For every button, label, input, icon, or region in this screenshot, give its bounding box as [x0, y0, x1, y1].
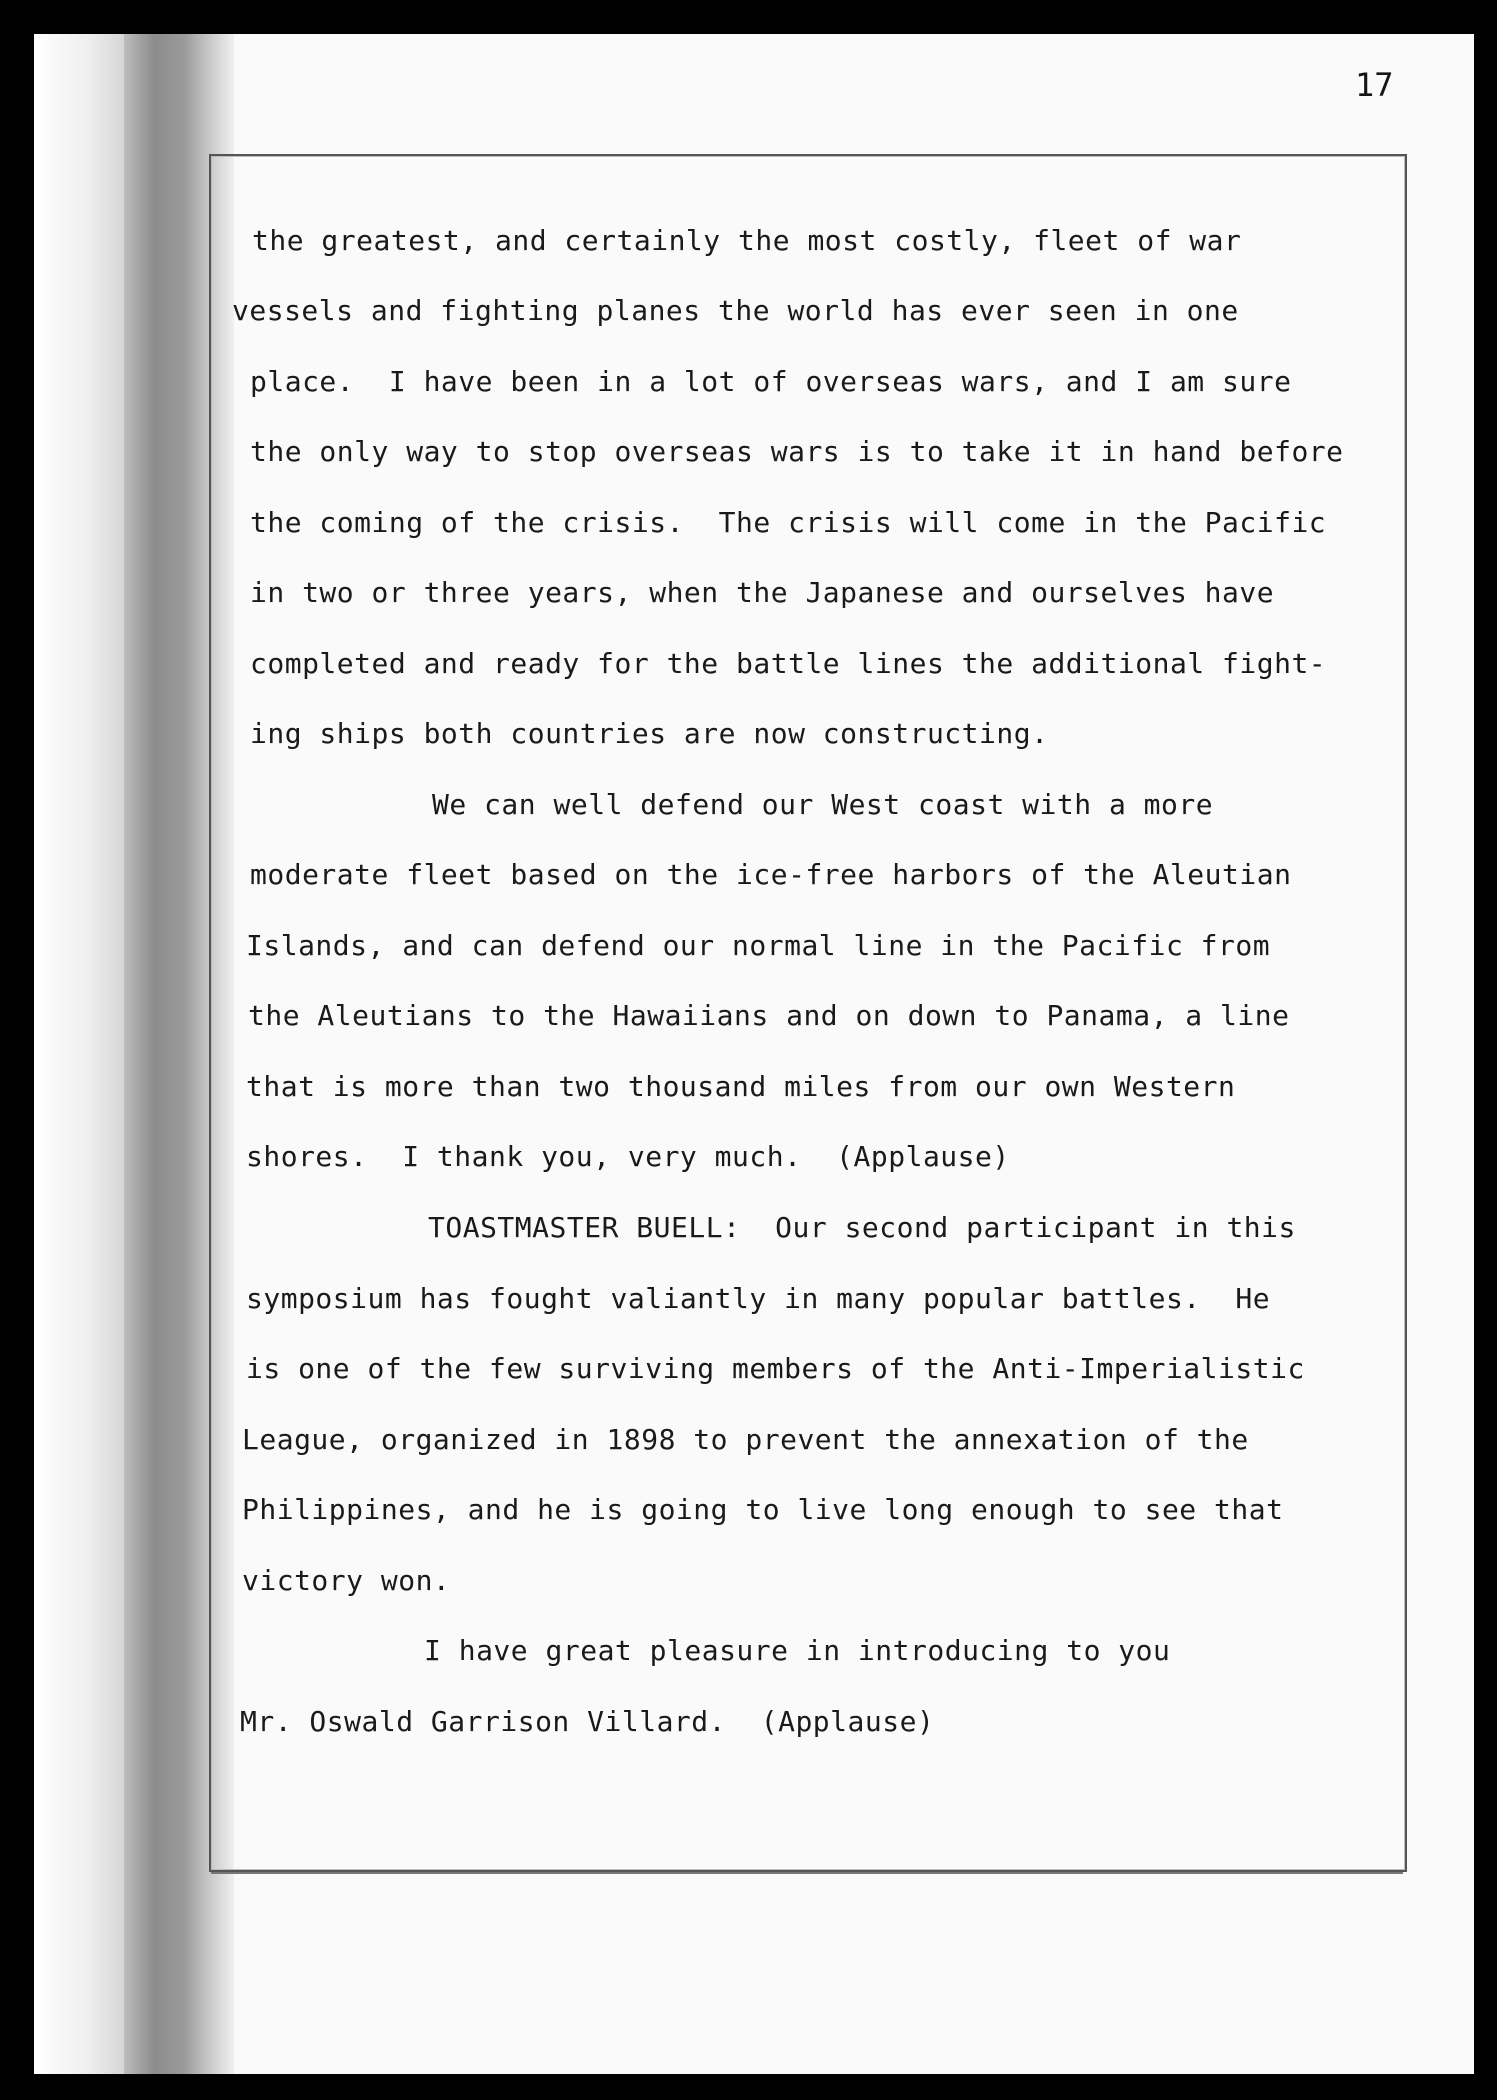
frame-bottom-rule: [211, 1872, 1403, 1874]
page-number: 17: [1355, 66, 1394, 104]
text-line: Mr. Oswald Garrison Villard. (Applause): [240, 1705, 935, 1738]
text-line: in two or three years, when the Japanese and ourselves have: [250, 576, 1275, 609]
text-line: Philippines, and he is going to live long enough to see that: [242, 1493, 1284, 1526]
binding-edge: [34, 34, 124, 2074]
text-line: victory won.: [242, 1564, 451, 1597]
text-line: vessels and fighting planes the world has ever seen in one: [232, 294, 1239, 327]
text-line: completed and ready for the battle lines the additional fight-: [250, 647, 1327, 680]
text-line: League, organized in 1898 to prevent the annexation of the: [242, 1423, 1249, 1456]
text-line: I have great pleasure in introducing to you: [424, 1634, 1171, 1667]
text-line: the coming of the crisis. The crisis will come in the Pacific: [250, 506, 1327, 539]
text-line: the only way to stop overseas wars is to take it in hand before: [250, 435, 1344, 468]
text-line: ing ships both countries are now constructing.: [250, 717, 1049, 750]
text-line: the greatest, and certainly the most costly, fleet of war: [252, 224, 1242, 257]
text-line: shores. I thank you, very much. (Applause): [246, 1140, 1010, 1173]
text-line: that is more than two thousand miles from our own Western: [246, 1070, 1236, 1103]
text-line: moderate fleet based on the ice-free harbors of the Aleutian: [250, 858, 1292, 891]
text-line: TOASTMASTER BUELL: Our second participant in this: [428, 1211, 1296, 1244]
text-line: We can well defend our West coast with a more: [432, 788, 1214, 821]
text-line: is one of the few surviving members of the Anti-Imperialistic: [246, 1352, 1305, 1385]
text-line: the Aleutians to the Hawaiians and on down to Panama, a line: [248, 999, 1290, 1032]
text-line: Islands, and can defend our normal line in the Pacific from: [246, 929, 1271, 962]
text-line: place. I have been in a lot of overseas wars, and I am sure: [250, 365, 1292, 398]
text-line: symposium has fought valiantly in many popular battles. He: [246, 1282, 1271, 1315]
